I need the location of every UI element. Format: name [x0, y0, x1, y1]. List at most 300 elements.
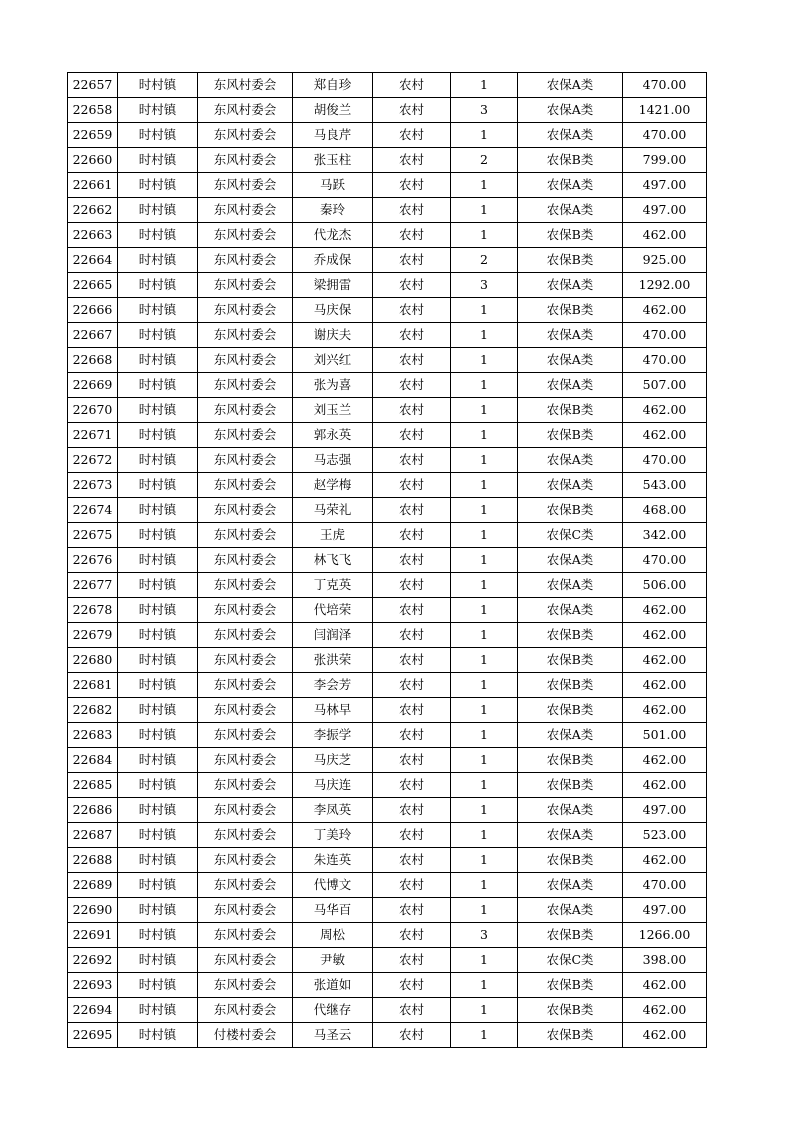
- record-id-cell: 22685: [68, 773, 118, 798]
- amount-cell: 462.00: [623, 298, 707, 323]
- town-cell: 时村镇: [118, 973, 198, 998]
- town-cell: 时村镇: [118, 998, 198, 1023]
- person-name-cell: 张玉柱: [293, 148, 373, 173]
- person-name-cell: 李会芳: [293, 673, 373, 698]
- record-id-cell: 22662: [68, 198, 118, 223]
- person-name-cell: 马圣云: [293, 1023, 373, 1048]
- table-row: [68, 573, 707, 598]
- town-cell: 时村镇: [118, 98, 198, 123]
- member-count-cell: 1: [451, 323, 518, 348]
- village-committee-cell: 东风村委会: [198, 398, 293, 423]
- table-row: [68, 73, 707, 98]
- household-type-cell: 农村: [373, 498, 451, 523]
- person-name-cell: 周松: [293, 923, 373, 948]
- record-id-cell: 22689: [68, 873, 118, 898]
- person-name-cell: 张为喜: [293, 373, 373, 398]
- household-type-cell: 农村: [373, 348, 451, 373]
- village-committee-cell: 东风村委会: [198, 273, 293, 298]
- insurance-category-cell: 农保B类: [518, 1023, 623, 1048]
- amount-cell: 1421.00: [623, 98, 707, 123]
- town-cell: 时村镇: [118, 273, 198, 298]
- amount-cell: 543.00: [623, 473, 707, 498]
- member-count-cell: 1: [451, 698, 518, 723]
- village-committee-cell: 东风村委会: [198, 973, 293, 998]
- insurance-category-cell: 农保B类: [518, 223, 623, 248]
- village-committee-cell: 东风村委会: [198, 573, 293, 598]
- member-count-cell: 3: [451, 98, 518, 123]
- member-count-cell: 1: [451, 498, 518, 523]
- amount-cell: 462.00: [623, 423, 707, 448]
- record-id-cell: 22679: [68, 623, 118, 648]
- table-row: [68, 848, 707, 873]
- insurance-category-cell: 农保B类: [518, 148, 623, 173]
- member-count-cell: 1: [451, 173, 518, 198]
- table-row: [68, 998, 707, 1023]
- household-type-cell: 农村: [373, 123, 451, 148]
- household-type-cell: 农村: [373, 173, 451, 198]
- town-cell: 时村镇: [118, 473, 198, 498]
- table-row: [68, 373, 707, 398]
- record-id-cell: 22661: [68, 173, 118, 198]
- person-name-cell: 秦玲: [293, 198, 373, 223]
- insurance-category-cell: 农保A类: [518, 823, 623, 848]
- town-cell: 时村镇: [118, 548, 198, 573]
- record-id-cell: 22670: [68, 398, 118, 423]
- village-committee-cell: 东风村委会: [198, 123, 293, 148]
- insurance-category-cell: 农保A类: [518, 548, 623, 573]
- record-id-cell: 22657: [68, 73, 118, 98]
- village-committee-cell: 东风村委会: [198, 148, 293, 173]
- table-row: [68, 773, 707, 798]
- household-type-cell: 农村: [373, 273, 451, 298]
- table-row: [68, 348, 707, 373]
- village-committee-cell: 东风村委会: [198, 898, 293, 923]
- table-row: [68, 473, 707, 498]
- person-name-cell: 刘玉兰: [293, 398, 373, 423]
- member-count-cell: 1: [451, 873, 518, 898]
- person-name-cell: 代龙杰: [293, 223, 373, 248]
- amount-cell: 470.00: [623, 73, 707, 98]
- insurance-category-cell: 农保C类: [518, 523, 623, 548]
- amount-cell: 470.00: [623, 448, 707, 473]
- record-id-cell: 22687: [68, 823, 118, 848]
- household-type-cell: 农村: [373, 848, 451, 873]
- record-id-cell: 22675: [68, 523, 118, 548]
- table-row: [68, 198, 707, 223]
- household-type-cell: 农村: [373, 948, 451, 973]
- record-id-cell: 22693: [68, 973, 118, 998]
- insurance-category-cell: 农保B类: [518, 248, 623, 273]
- town-cell: 时村镇: [118, 923, 198, 948]
- member-count-cell: 3: [451, 923, 518, 948]
- town-cell: 时村镇: [118, 298, 198, 323]
- village-committee-cell: 东风村委会: [198, 323, 293, 348]
- village-committee-cell: 东风村委会: [198, 373, 293, 398]
- table-row: [68, 623, 707, 648]
- record-id-cell: 22678: [68, 598, 118, 623]
- person-name-cell: 马跃: [293, 173, 373, 198]
- member-count-cell: 1: [451, 648, 518, 673]
- town-cell: 时村镇: [118, 848, 198, 873]
- insurance-category-cell: 农保B类: [518, 998, 623, 1023]
- amount-cell: 523.00: [623, 823, 707, 848]
- member-count-cell: 1: [451, 723, 518, 748]
- table-row: [68, 523, 707, 548]
- record-id-cell: 22691: [68, 923, 118, 948]
- household-type-cell: 农村: [373, 723, 451, 748]
- insurance-category-cell: 农保B类: [518, 973, 623, 998]
- amount-cell: 398.00: [623, 948, 707, 973]
- person-name-cell: 乔成保: [293, 248, 373, 273]
- insurance-category-cell: 农保A类: [518, 323, 623, 348]
- amount-cell: 799.00: [623, 148, 707, 173]
- table-row: [68, 98, 707, 123]
- insurance-category-cell: 农保B类: [518, 498, 623, 523]
- town-cell: 时村镇: [118, 248, 198, 273]
- village-committee-cell: 东风村委会: [198, 173, 293, 198]
- household-type-cell: 农村: [373, 73, 451, 98]
- household-type-cell: 农村: [373, 448, 451, 473]
- insurance-category-cell: 农保B类: [518, 648, 623, 673]
- insurance-category-cell: 农保A类: [518, 173, 623, 198]
- amount-cell: 462.00: [623, 398, 707, 423]
- record-id-cell: 22668: [68, 348, 118, 373]
- village-committee-cell: 东风村委会: [198, 823, 293, 848]
- amount-cell: 1292.00: [623, 273, 707, 298]
- household-type-cell: 农村: [373, 148, 451, 173]
- amount-cell: 470.00: [623, 348, 707, 373]
- member-count-cell: 1: [451, 998, 518, 1023]
- record-id-cell: 22680: [68, 648, 118, 673]
- member-count-cell: 1: [451, 198, 518, 223]
- amount-cell: 507.00: [623, 373, 707, 398]
- insurance-category-cell: 农保A类: [518, 348, 623, 373]
- village-committee-cell: 东风村委会: [198, 73, 293, 98]
- town-cell: 时村镇: [118, 898, 198, 923]
- town-cell: 时村镇: [118, 773, 198, 798]
- village-committee-cell: 东风村委会: [198, 523, 293, 548]
- insurance-category-cell: 农保B类: [518, 423, 623, 448]
- town-cell: 时村镇: [118, 498, 198, 523]
- insurance-category-cell: 农保A类: [518, 573, 623, 598]
- village-committee-cell: 东风村委会: [198, 923, 293, 948]
- insurance-category-cell: 农保B类: [518, 698, 623, 723]
- town-cell: 时村镇: [118, 373, 198, 398]
- amount-cell: 462.00: [623, 673, 707, 698]
- household-type-cell: 农村: [373, 223, 451, 248]
- record-id-cell: 22667: [68, 323, 118, 348]
- insurance-category-cell: 农保C类: [518, 948, 623, 973]
- table-row: [68, 1023, 707, 1048]
- person-name-cell: 代培荣: [293, 598, 373, 623]
- insurance-category-cell: 农保A类: [518, 798, 623, 823]
- town-cell: 时村镇: [118, 323, 198, 348]
- person-name-cell: 尹敏: [293, 948, 373, 973]
- record-id-cell: 22690: [68, 898, 118, 923]
- person-name-cell: 李振学: [293, 723, 373, 748]
- town-cell: 时村镇: [118, 73, 198, 98]
- amount-cell: 462.00: [623, 998, 707, 1023]
- member-count-cell: 1: [451, 673, 518, 698]
- table-row: [68, 798, 707, 823]
- person-name-cell: 谢庆夫: [293, 323, 373, 348]
- amount-cell: 462.00: [623, 698, 707, 723]
- household-type-cell: 农村: [373, 198, 451, 223]
- household-type-cell: 农村: [373, 748, 451, 773]
- village-committee-cell: 东风村委会: [198, 498, 293, 523]
- household-type-cell: 农村: [373, 673, 451, 698]
- record-id-cell: 22672: [68, 448, 118, 473]
- village-committee-cell: 东风村委会: [198, 473, 293, 498]
- household-type-cell: 农村: [373, 998, 451, 1023]
- household-type-cell: 农村: [373, 798, 451, 823]
- insurance-category-cell: 农保A类: [518, 473, 623, 498]
- table-row: [68, 148, 707, 173]
- person-name-cell: 梁拥雷: [293, 273, 373, 298]
- person-name-cell: 赵学梅: [293, 473, 373, 498]
- insurance-category-cell: 农保A类: [518, 198, 623, 223]
- member-count-cell: 1: [451, 398, 518, 423]
- member-count-cell: 1: [451, 573, 518, 598]
- household-type-cell: 农村: [373, 298, 451, 323]
- records-table: [67, 72, 707, 1048]
- amount-cell: 468.00: [623, 498, 707, 523]
- table-row: [68, 648, 707, 673]
- village-committee-cell: 东风村委会: [198, 223, 293, 248]
- town-cell: 时村镇: [118, 523, 198, 548]
- insurance-category-cell: 农保B类: [518, 623, 623, 648]
- household-type-cell: 农村: [373, 573, 451, 598]
- person-name-cell: 代博文: [293, 873, 373, 898]
- person-name-cell: 代继存: [293, 998, 373, 1023]
- insurance-category-cell: 农保A类: [518, 898, 623, 923]
- insurance-category-cell: 农保A类: [518, 373, 623, 398]
- village-committee-cell: 付楼村委会: [198, 1023, 293, 1048]
- member-count-cell: 1: [451, 623, 518, 648]
- household-type-cell: 农村: [373, 248, 451, 273]
- village-committee-cell: 东风村委会: [198, 548, 293, 573]
- person-name-cell: 马志强: [293, 448, 373, 473]
- record-id-cell: 22673: [68, 473, 118, 498]
- person-name-cell: 朱连英: [293, 848, 373, 873]
- table-row: [68, 723, 707, 748]
- member-count-cell: 1: [451, 548, 518, 573]
- record-id-cell: 22660: [68, 148, 118, 173]
- household-type-cell: 农村: [373, 1023, 451, 1048]
- village-committee-cell: 东风村委会: [198, 448, 293, 473]
- insurance-category-cell: 农保B类: [518, 298, 623, 323]
- insurance-category-cell: 农保A类: [518, 73, 623, 98]
- town-cell: 时村镇: [118, 573, 198, 598]
- amount-cell: 462.00: [623, 223, 707, 248]
- town-cell: 时村镇: [118, 823, 198, 848]
- amount-cell: 462.00: [623, 648, 707, 673]
- village-committee-cell: 东风村委会: [198, 98, 293, 123]
- household-type-cell: 农村: [373, 323, 451, 348]
- household-type-cell: 农村: [373, 398, 451, 423]
- household-type-cell: 农村: [373, 548, 451, 573]
- insurance-category-cell: 农保A类: [518, 98, 623, 123]
- household-type-cell: 农村: [373, 623, 451, 648]
- person-name-cell: 王虎: [293, 523, 373, 548]
- member-count-cell: 1: [451, 473, 518, 498]
- record-id-cell: 22658: [68, 98, 118, 123]
- record-id-cell: 22684: [68, 748, 118, 773]
- record-id-cell: 22669: [68, 373, 118, 398]
- table-row: [68, 823, 707, 848]
- member-count-cell: 1: [451, 73, 518, 98]
- person-name-cell: 刘兴红: [293, 348, 373, 373]
- amount-cell: 506.00: [623, 573, 707, 598]
- village-committee-cell: 东风村委会: [198, 998, 293, 1023]
- town-cell: 时村镇: [118, 648, 198, 673]
- insurance-category-cell: 农保A类: [518, 598, 623, 623]
- amount-cell: 925.00: [623, 248, 707, 273]
- town-cell: 时村镇: [118, 598, 198, 623]
- person-name-cell: 丁美玲: [293, 823, 373, 848]
- household-type-cell: 农村: [373, 473, 451, 498]
- insurance-category-cell: 农保B类: [518, 848, 623, 873]
- member-count-cell: 1: [451, 598, 518, 623]
- table-row: [68, 748, 707, 773]
- member-count-cell: 1: [451, 523, 518, 548]
- person-name-cell: 马良芹: [293, 123, 373, 148]
- town-cell: 时村镇: [118, 723, 198, 748]
- person-name-cell: 马庆保: [293, 298, 373, 323]
- table-row: [68, 323, 707, 348]
- member-count-cell: 1: [451, 373, 518, 398]
- town-cell: 时村镇: [118, 948, 198, 973]
- record-id-cell: 22665: [68, 273, 118, 298]
- household-type-cell: 农村: [373, 973, 451, 998]
- table-row: [68, 448, 707, 473]
- insurance-category-cell: 农保B类: [518, 923, 623, 948]
- household-type-cell: 农村: [373, 923, 451, 948]
- insurance-category-cell: 农保B类: [518, 673, 623, 698]
- table-row: [68, 598, 707, 623]
- insurance-category-cell: 农保A类: [518, 723, 623, 748]
- record-id-cell: 22671: [68, 423, 118, 448]
- insurance-category-cell: 农保A类: [518, 448, 623, 473]
- household-type-cell: 农村: [373, 823, 451, 848]
- table-row: [68, 223, 707, 248]
- amount-cell: 462.00: [623, 598, 707, 623]
- person-name-cell: 马华百: [293, 898, 373, 923]
- village-committee-cell: 东风村委会: [198, 423, 293, 448]
- record-id-cell: 22674: [68, 498, 118, 523]
- amount-cell: 497.00: [623, 898, 707, 923]
- record-id-cell: 22666: [68, 298, 118, 323]
- town-cell: 时村镇: [118, 148, 198, 173]
- table-row: [68, 973, 707, 998]
- person-name-cell: 郭永英: [293, 423, 373, 448]
- member-count-cell: 1: [451, 848, 518, 873]
- insurance-category-cell: 农保A类: [518, 273, 623, 298]
- table-row: [68, 698, 707, 723]
- household-type-cell: 农村: [373, 898, 451, 923]
- household-type-cell: 农村: [373, 98, 451, 123]
- member-count-cell: 2: [451, 248, 518, 273]
- table-row: [68, 923, 707, 948]
- household-type-cell: 农村: [373, 773, 451, 798]
- village-committee-cell: 东风村委会: [198, 748, 293, 773]
- member-count-cell: 2: [451, 148, 518, 173]
- record-id-cell: 22663: [68, 223, 118, 248]
- town-cell: 时村镇: [118, 798, 198, 823]
- town-cell: 时村镇: [118, 398, 198, 423]
- insurance-category-cell: 农保B类: [518, 398, 623, 423]
- record-id-cell: 22664: [68, 248, 118, 273]
- member-count-cell: 1: [451, 973, 518, 998]
- person-name-cell: 丁克英: [293, 573, 373, 598]
- table-row: [68, 248, 707, 273]
- table-row: [68, 898, 707, 923]
- table-row: [68, 548, 707, 573]
- town-cell: 时村镇: [118, 223, 198, 248]
- amount-cell: 501.00: [623, 723, 707, 748]
- person-name-cell: 李凤英: [293, 798, 373, 823]
- amount-cell: 462.00: [623, 748, 707, 773]
- town-cell: 时村镇: [118, 873, 198, 898]
- record-id-cell: 22682: [68, 698, 118, 723]
- person-name-cell: 张道如: [293, 973, 373, 998]
- village-committee-cell: 东风村委会: [198, 948, 293, 973]
- village-committee-cell: 东风村委会: [198, 698, 293, 723]
- insurance-category-cell: 农保A类: [518, 123, 623, 148]
- town-cell: 时村镇: [118, 1023, 198, 1048]
- town-cell: 时村镇: [118, 673, 198, 698]
- person-name-cell: 郑自珍: [293, 73, 373, 98]
- village-committee-cell: 东风村委会: [198, 198, 293, 223]
- table-row: [68, 873, 707, 898]
- record-id-cell: 22694: [68, 998, 118, 1023]
- record-id-cell: 22676: [68, 548, 118, 573]
- record-id-cell: 22686: [68, 798, 118, 823]
- record-id-cell: 22688: [68, 848, 118, 873]
- household-type-cell: 农村: [373, 523, 451, 548]
- member-count-cell: 3: [451, 273, 518, 298]
- town-cell: 时村镇: [118, 448, 198, 473]
- household-type-cell: 农村: [373, 873, 451, 898]
- member-count-cell: 1: [451, 898, 518, 923]
- table-row: [68, 948, 707, 973]
- table-row: [68, 423, 707, 448]
- amount-cell: 470.00: [623, 323, 707, 348]
- amount-cell: 470.00: [623, 873, 707, 898]
- member-count-cell: 1: [451, 798, 518, 823]
- member-count-cell: 1: [451, 1023, 518, 1048]
- amount-cell: 342.00: [623, 523, 707, 548]
- household-type-cell: 农村: [373, 423, 451, 448]
- member-count-cell: 1: [451, 748, 518, 773]
- amount-cell: 462.00: [623, 848, 707, 873]
- village-committee-cell: 东风村委会: [198, 873, 293, 898]
- record-id-cell: 22683: [68, 723, 118, 748]
- amount-cell: 462.00: [623, 773, 707, 798]
- records-table-body: [68, 73, 707, 1048]
- record-id-cell: 22692: [68, 948, 118, 973]
- village-committee-cell: 东风村委会: [198, 723, 293, 748]
- table-row: [68, 673, 707, 698]
- member-count-cell: 1: [451, 948, 518, 973]
- person-name-cell: 马庆芝: [293, 748, 373, 773]
- record-id-cell: 22681: [68, 673, 118, 698]
- village-committee-cell: 东风村委会: [198, 848, 293, 873]
- amount-cell: 497.00: [623, 173, 707, 198]
- town-cell: 时村镇: [118, 423, 198, 448]
- member-count-cell: 1: [451, 298, 518, 323]
- amount-cell: 462.00: [623, 623, 707, 648]
